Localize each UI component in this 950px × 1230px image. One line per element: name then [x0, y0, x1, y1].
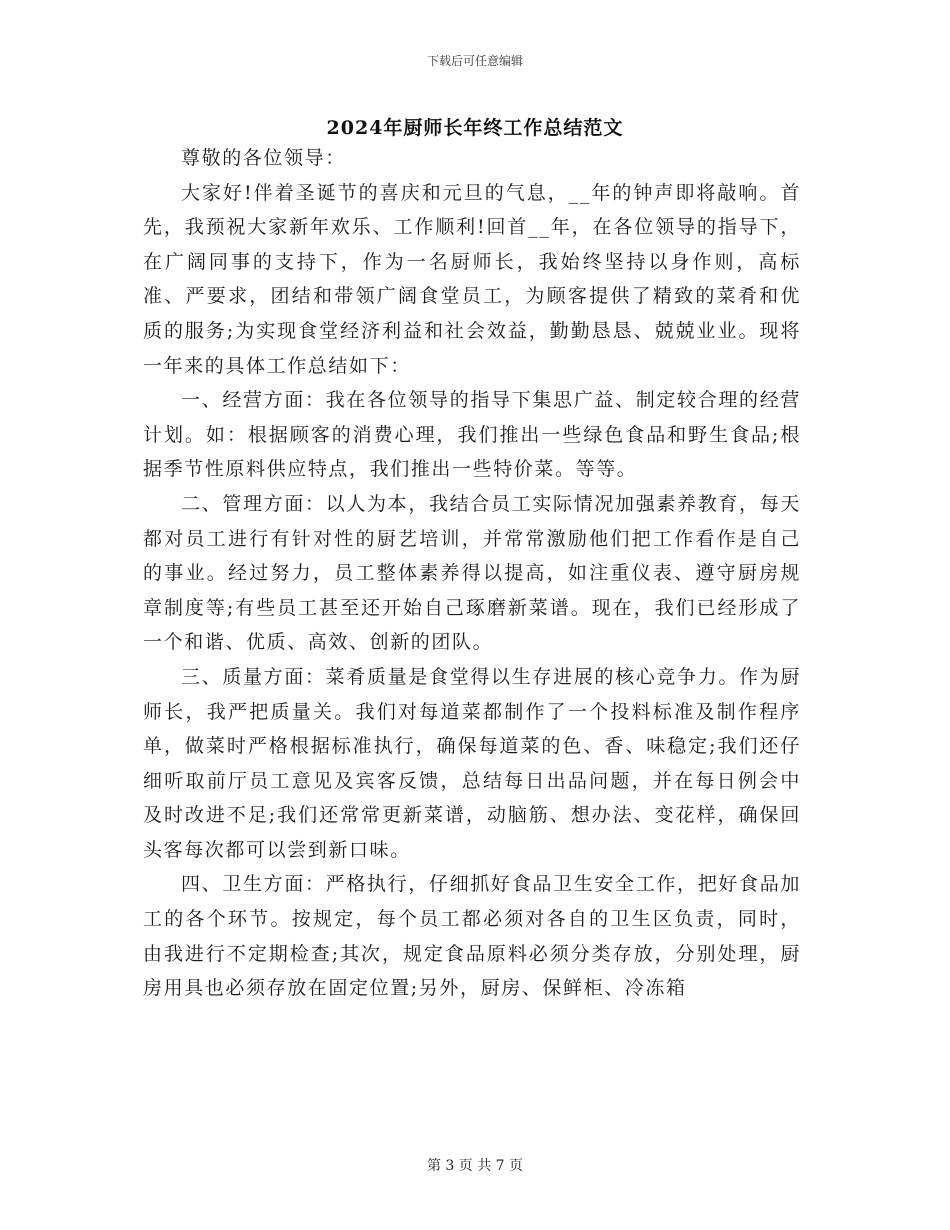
operations-paragraph: 一、经营方面：我在各位领导的指导下集思广益、制定较合理的经营计划。如：根据顾客的消费心理，我们推出一些绿色食品和野生食品;根据季节性原料供应特点，我们推出一些特价菜。等等。 [143, 389, 801, 481]
salutation-paragraph: 尊敬的各位领导： [181, 147, 346, 169]
management-paragraph: 二、管理方面：以人为本，我结合员工实际情况加强素养教育，每天都对员工进行有针对性的厨艺培训，并常常激励他们把工作看作是自己的事业。经过努力，员工整体素养得以提高，如注重仪表、遵守厨房规章制度等;有些员工甚至还开始自己琢磨新菜谱。现在，我们已经形成了一个和谐、优质、高效、创新的团队。 [143, 492, 801, 654]
document-title: 2024年厨师长年终工作总结范文 [326, 117, 624, 139]
quality-paragraph: 三、质量方面：菜肴质量是食堂得以生存进展的核心竞争力。作为厨师长，我严把质量关。我们对每道菜都制作了一个投料标准及制作程序单，做菜时严格根据标准执行，确保每道菜的色、香、味稳定;我们还仔细听取前厅员工意见及宾客反馈，总结每日出品问题，并在每日例会中及时改进不足;我们还常常更新菜谱，动脑筋、想办法、变花样，确保回头客每次都可以尝到新口味。 [143, 665, 801, 861]
intro-paragraph: 大家好!伴着圣诞节的喜庆和元旦的气息，__年的钟声即将敲响。首先，我预祝大家新年欢乐、工作顺利!回首__年，在各位领导的指导下，在广阔同事的支持下，作为一名厨师长，我始终坚持以身作则，高标准、严要求，团结和带领广阔食堂员工，为顾客提供了精致的菜肴和优质的服务;为实现食堂经济利益和社会效益，勤勤恳恳、兢兢业业。现将一年来的具体工作总结如下： [143, 181, 801, 377]
document-body [143, 141, 801, 1006]
page-header-note: 下载后可任意编辑 [426, 54, 523, 68]
hygiene-paragraph: 四、卫生方面：严格执行，仔细抓好食品卫生安全工作，把好食品加工的各个环节。按规定，每个员工都必须对各自的卫生区负责，同时，由我进行不定期检查;其次，规定食品原料必须分类存放，分别处理，厨房用具也必须存放在固定位置;另外，厨房、保鲜柜、冷冻箱 [143, 873, 801, 1000]
page-number: 第 3 页 共 7 页 [426, 1158, 524, 1174]
